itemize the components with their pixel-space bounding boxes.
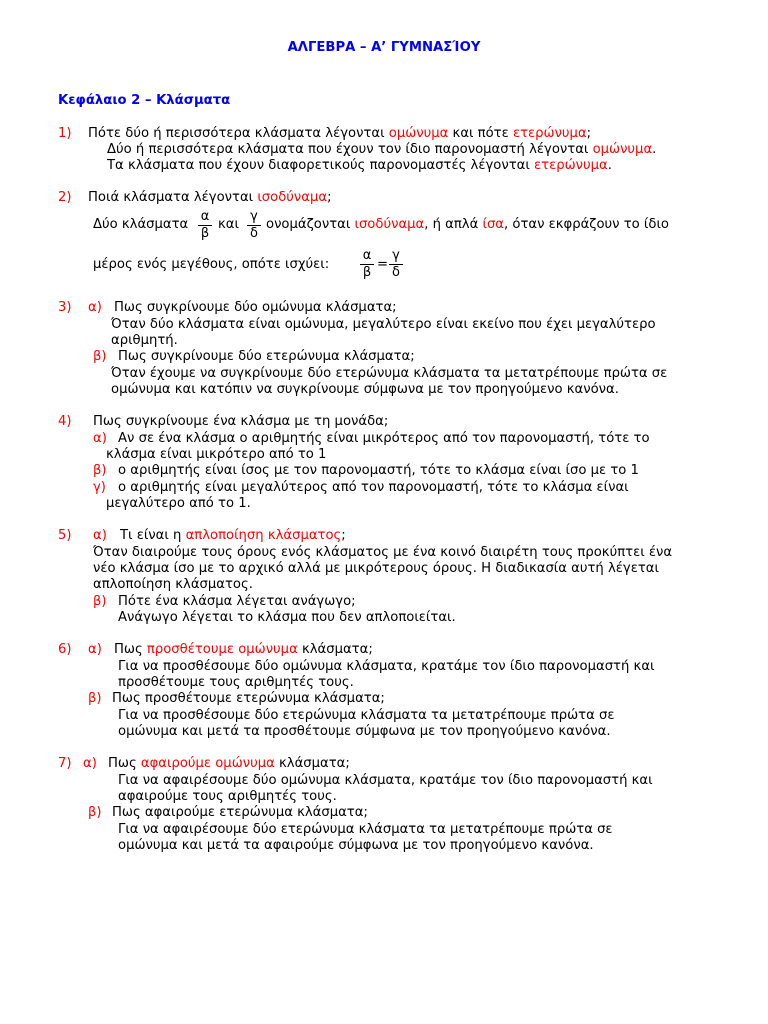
q7-a-answer-2: αφαιρούμε τους αριθμητές τους. [118, 789, 337, 804]
equation-equals: = [377, 257, 389, 272]
q4-a-text-1: Αν σε ένα κλάσμα ο αριθμητής είναι μικρότερος από τον παρονομαστή, τότε το [118, 431, 650, 446]
q5-b-label: β) [93, 594, 107, 609]
q4-question: Πως συγκρίνουμε ένα κλάσμα με τη μονάδα; [93, 414, 389, 429]
q3-b-label: β) [93, 349, 107, 364]
q4-a-label: α) [93, 431, 107, 446]
q3-a-answer-2: αριθμητή. [111, 333, 178, 348]
q3-b-answer-2: ομώνυμα και κατόπιν να συγκρίνουμε σύμφωνα με τον προηγούμενο κανόνα. [111, 382, 619, 397]
q6-b-answer-1: Για να προσθέσουμε δύο ετερώνυμα κλάσματα τα μετατρέπουμε πρώτα σε [118, 708, 615, 723]
q7-b-label: β) [88, 805, 102, 820]
q4-a-text-2: κλάσμα είναι μικρότερο από το 1 [106, 447, 327, 462]
q6-a-label: α) [88, 642, 102, 657]
q4-b-text: ο αριθμητής είναι ίσος με τον παρονομαστή, τότε το κλάσμα είναι ίσο με το 1 [118, 463, 639, 478]
q1-number: 1) [58, 126, 72, 141]
q7-a-label: α) [83, 756, 97, 771]
q6-a-answer-2: προσθέτουμε τους αριθμητές τους. [118, 675, 354, 690]
q4-c-label: γ) [93, 480, 106, 495]
q2-and: και [218, 217, 239, 232]
q2-answer-lead: Δύο κλάσματα [93, 217, 189, 232]
q6-b-question: Πως προσθέτουμε ετερώνυμα κλάσματα; [112, 691, 385, 706]
q1-text: Πότε δύο ή περισσότερα κλάσματα λέγονται ομώνυμα και πότε ετερώνυμα; [88, 126, 592, 141]
q3-a-question: Πως συγκρίνουμε δύο ομώνυμα κλάσματα; [114, 300, 397, 315]
q3-b-question: Πως συγκρίνουμε δύο ετερώνυμα κλάσματα; [118, 349, 415, 364]
equation-left-fraction: α β [360, 249, 374, 280]
q5-a-answer-1: Όταν διαιρούμε τους όρους ενός κλάσματος με ένα κοινό διαιρέτη τους προκύπτει ένα [93, 545, 673, 560]
q4-b-label: β) [93, 463, 107, 478]
chapter-heading: Κεφάλαιο 2 – Κλάσματα [58, 93, 231, 108]
q6-b-label: β) [88, 691, 102, 706]
q7-a-answer-1: Για να αφαιρέσουμε δύο ομώνυμα κλάσματα, κρατάμε τον ίδιο παρονομαστή και [118, 773, 653, 788]
q7-number: 7) [58, 756, 72, 771]
q3-number: 3) [58, 300, 72, 315]
q5-b-question: Πότε ένα κλάσμα λέγεται ανάγωγο; [118, 594, 356, 609]
q6-a-answer-1: Για να προσθέσουμε δύο ομώνυμα κλάσματα, κρατάμε τον ίδιο παρονομαστή και [118, 659, 655, 674]
q3-b-answer-1: Όταν έχουμε να συγκρίνουμε δύο ετερώνυμα κλάσματα τα μετατρέπουμε πρώτα σε [111, 366, 668, 381]
q5-b-answer: Ανάγωγο λέγεται το κλάσμα που δεν απλοποιείται. [118, 610, 456, 625]
fraction-gamma-delta: γ δ [247, 210, 261, 241]
q6-number: 6) [58, 642, 72, 657]
q7-a-question: Πως αφαιρούμε ομώνυμα κλάσματα; [108, 756, 350, 771]
q6-b-answer-2: ομώνυμα και μετά τα προσθέτουμε σύμφωνα με τον προηγούμενο κανόνα. [118, 724, 611, 739]
q4-c-text-1: ο αριθμητής είναι μεγαλύτερος από τον παρονομαστή, τότε το κλάσμα είναι [118, 480, 629, 495]
q2-answer-2: μέρος ενός μεγέθους, οπότε ισχύει: [93, 257, 330, 272]
q3-a-answer-1: Όταν δύο κλάσματα είναι ομώνυμα, μεγαλύτερο είναι εκείνο που έχει μεγαλύτερο [111, 317, 656, 332]
q2-number: 2) [58, 190, 72, 205]
q2-text: Ποιά κλάσματα λέγονται ισοδύναμα; [88, 190, 332, 205]
q5-a-question: Τι είναι η απλοποίηση κλάσματος; [120, 528, 346, 543]
q4-number: 4) [58, 414, 72, 429]
page-title: ΑΛΓΕΒΡΑ – Α’ ΓΥΜΝΑΣΊΟΥ [287, 40, 481, 55]
q4-c-text-2: μεγαλύτερο από το 1. [106, 496, 251, 511]
q7-b-question: Πως αφαιρούμε ετερώνυμα κλάσματα; [112, 805, 368, 820]
q6-a-question: Πως προσθέτουμε ομώνυμα κλάσματα; [114, 642, 373, 657]
q5-number: 5) [58, 528, 72, 543]
q1-answer-1: Δύο ή περισσότερα κλάσματα που έχουν τον ίδιο παρονομαστή λέγονται ομώνυμα. [107, 142, 657, 157]
q5-a-label: α) [93, 528, 107, 543]
q7-b-answer-2: ομώνυμα και μετά τα αφαιρούμε σύμφωνα με τον προηγούμενο κανόνα. [118, 838, 594, 853]
q5-a-answer-2: νέο κλάσμα ίσο με το αρχικό αλλά με μικρότερους όρους. Η διαδικασία αυτή λέγεται [93, 561, 659, 576]
q2-answer-rest: ονομάζονται ισοδύναμα, ή απλά ίσα, όταν εκφράζουν το ίδιο [266, 217, 669, 232]
q3-a-label: α) [88, 300, 102, 315]
fraction-alpha-beta: α β [198, 210, 212, 241]
q7-b-answer-1: Για να αφαιρέσουμε δύο ετερώνυμα κλάσματα τα μετατρέπουμε πρώτα σε [118, 822, 613, 837]
q1-answer-2: Τα κλάσματα που έχουν διαφορετικούς παρονομαστές λέγονται ετερώνυμα. [107, 158, 612, 173]
equation-right-fraction: γ δ [389, 249, 403, 280]
q5-a-answer-3: απλοποίηση κλάσματος. [93, 577, 253, 592]
